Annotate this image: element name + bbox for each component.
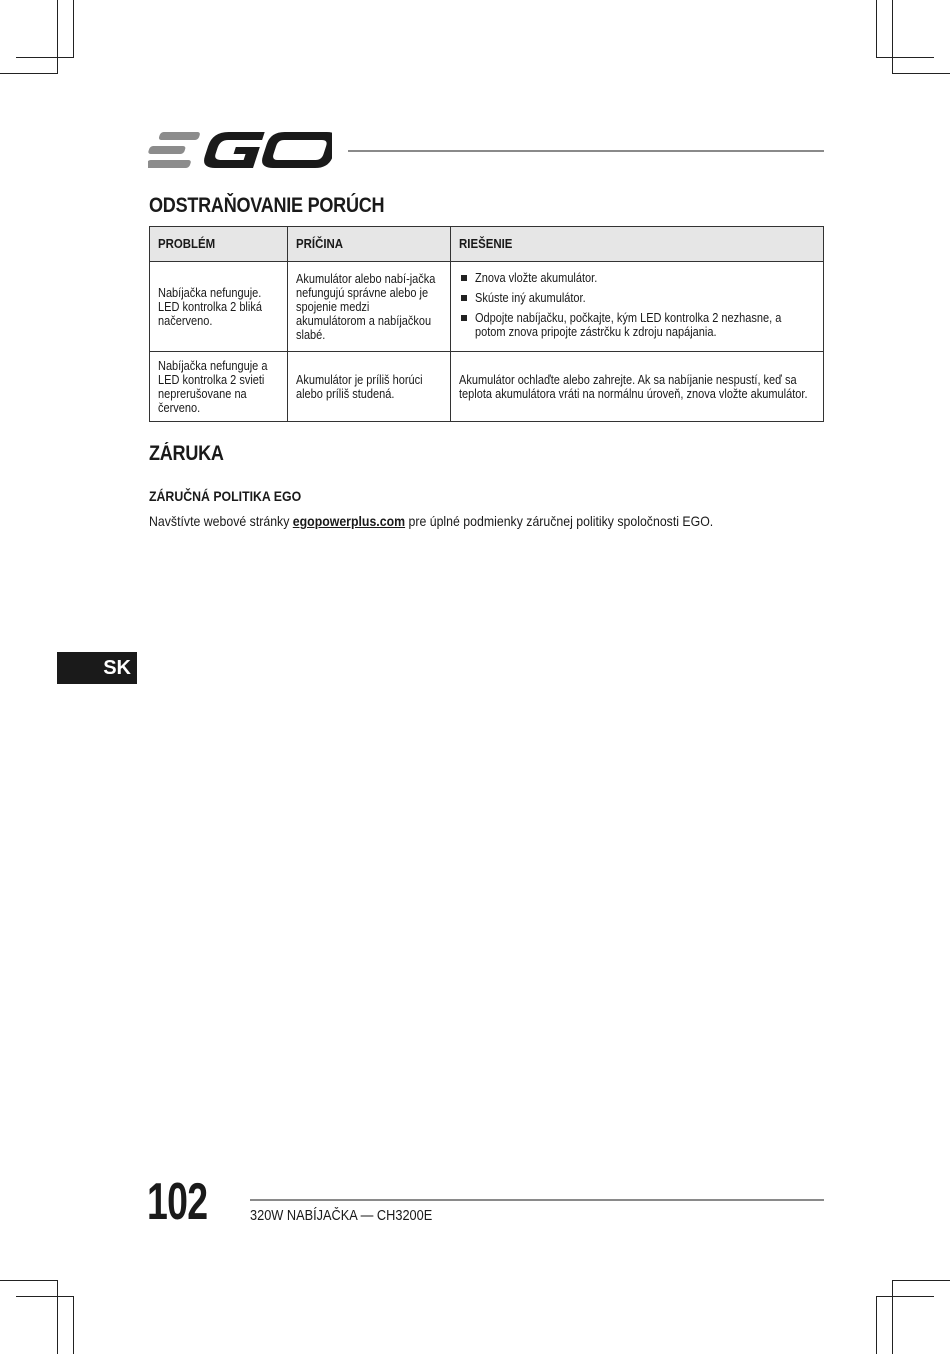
cause-cell: Akumulátor je príliš horúci alebo príliš studená. (288, 352, 451, 422)
table-row (150, 262, 824, 352)
troubleshooting-title: ODSTRAŇOVANIE PORÚCH (149, 194, 385, 217)
header-problem: PROBLÉM (150, 227, 288, 262)
cause-cell: Akumulátor alebo nabí-jačka nefungujú správne alebo je spojenie medzi akumulátorom a nabíjačkou slabé. (288, 262, 451, 352)
solution-cell: Akumulátor ochlaďte alebo zahrejte. Ak sa nabíjanie nespustí, keď sa teplota akumulátora vráti na normálnu úroveň, znova vložte akumulátor. (451, 352, 824, 422)
list-item: Znova vložte akumulátor. (459, 271, 815, 285)
language-tab: SK (57, 652, 137, 684)
table-header-row (150, 227, 824, 262)
footer-product: 320W NABÍJAČKA — CH3200E (250, 1208, 433, 1224)
list-item: Skúste iný akumulátor. (459, 291, 815, 305)
crop-mark (73, 0, 74, 58)
crop-mark (876, 1296, 934, 1297)
problem-cell: Nabíjačka nefunguje a LED kontrolka 2 svieti neprerušovane na červeno. (150, 352, 288, 422)
footer-rule (250, 1199, 824, 1201)
crop-mark (892, 73, 950, 74)
warranty-text-after: pre úplné podmienky záručnej politiky spoločnosti EGO. (405, 513, 714, 529)
table-row (150, 352, 824, 422)
crop-mark (0, 73, 58, 74)
crop-mark (892, 0, 893, 74)
warranty-title: ZÁRUKA (149, 442, 224, 465)
crop-mark (876, 0, 877, 58)
problem-cell: Nabíjačka nefunguje. LED kontrolka 2 bliká načerveno. (150, 262, 288, 352)
warranty-text (149, 513, 713, 529)
solution-list (459, 271, 815, 339)
ego-logo (148, 128, 332, 172)
warranty-subtitle: ZÁRUČNÁ POLITIKA EGO (149, 488, 302, 504)
crop-mark (57, 0, 58, 74)
crop-mark (16, 1296, 74, 1297)
crop-mark (876, 1296, 877, 1354)
header-rule (348, 150, 824, 152)
crop-mark (892, 1280, 893, 1354)
crop-mark (57, 1280, 58, 1354)
crop-mark (16, 57, 74, 58)
crop-mark (0, 1280, 58, 1281)
header-cause: PRÍČINA (288, 227, 451, 262)
website-link[interactable]: egopowerplus.com (292, 513, 406, 529)
solution-cell (451, 262, 824, 352)
page-number: 102 (147, 1173, 208, 1231)
list-item: Odpojte nabíjačku, počkajte, kým LED kontrolka 2 nezhasne, a potom znova pripojte zástrčku k zdroju napájania. (459, 311, 815, 339)
warranty-text-before: Navštívte webové stránky (149, 513, 293, 529)
crop-mark (73, 1296, 74, 1354)
crop-mark (892, 1280, 950, 1281)
header-solution: RIEŠENIE (451, 227, 824, 262)
crop-mark (876, 57, 934, 58)
troubleshooting-table (149, 226, 824, 422)
